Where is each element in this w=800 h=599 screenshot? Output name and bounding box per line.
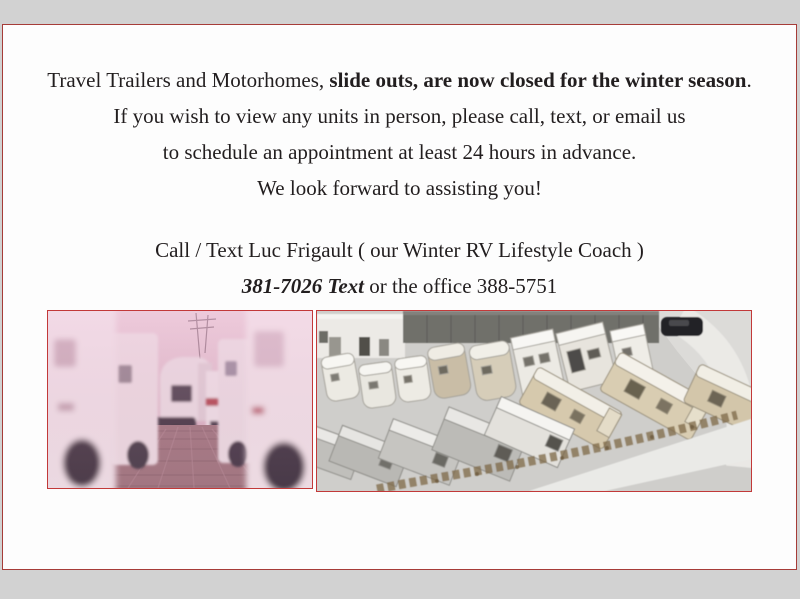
notice-line-4: We look forward to assisting you! xyxy=(257,176,542,200)
notice-line-1-regular: Travel Trailers and Motorhomes, xyxy=(47,68,330,92)
notice-text-block xyxy=(3,25,796,206)
photo-aerial-winter-lot xyxy=(316,310,752,492)
contact-block xyxy=(3,232,796,304)
contact-phone-line xyxy=(3,268,796,304)
notice-panel xyxy=(2,24,797,570)
contact-phone-number: 381-7026 Text xyxy=(241,274,365,298)
photo-row xyxy=(3,310,796,492)
notice-line-1-bold: slide outs, are now closed for the winter season xyxy=(329,68,747,92)
aerial-winter-rv-lot-graphic xyxy=(317,311,751,491)
notice-line-1 xyxy=(3,62,796,98)
rv-aisle-photo-graphic xyxy=(48,311,312,488)
contact-coach-line: Call / Text Luc Frigault ( our Winter RV Lifestyle Coach ) xyxy=(155,238,644,262)
contact-office-number: or the office 388-5751 xyxy=(364,274,558,298)
notice-line-2: If you wish to view any units in person, please call, text, or email us xyxy=(113,104,686,128)
notice-line-3: to schedule an appointment at least 24 hours in advance. xyxy=(162,140,637,164)
notice-line-1-period: . xyxy=(746,68,752,92)
photo-rv-aisle xyxy=(47,310,313,489)
